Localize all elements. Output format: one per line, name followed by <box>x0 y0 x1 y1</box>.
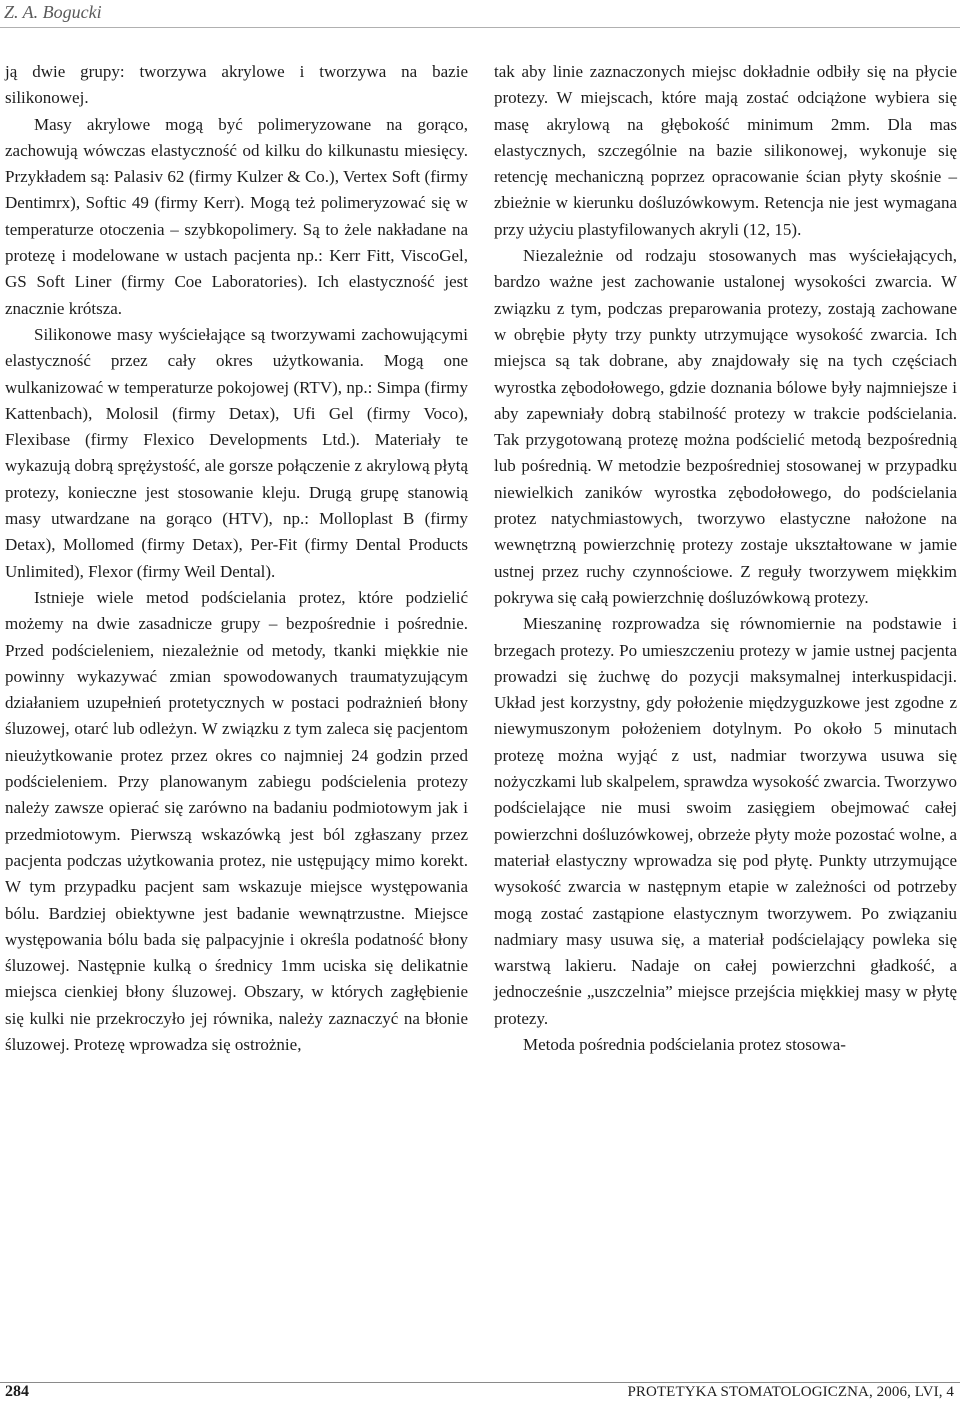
left-paragraph-1: ją dwie grupy: tworzywa akrylowe i tworzywa na bazie silikonowej. <box>5 62 468 108</box>
running-head-author: Z. A. Bogucki <box>4 2 102 22</box>
journal-reference: PROTETYKA STOMATOLOGICZNA, 2006, LVI, 4 <box>627 1384 954 1400</box>
right-paragraph-3: Mieszaninę rozprowadza się równomiernie na podstawie i brzegach protezy. Po umieszczeniu protezy w jamie ustnej pacjenta prowadzi się żuchwę do pozycji maksymalnej interkuspidacji. Układ jest korzystny, gdy położenie międzyguzkowe jest zgodne z niewymuszonym położeniem dotylnym. Po około 5 minutach protezę można wyjąć z ust, nadmiar tworzywa usuwa się nożyczkami lub skalpelem, sprawdza wysokość zwarcia. Tworzywo podścielające nie musi swoim zasięgiem obejmować całej powierzchni dośluzówkowej, obrzeże płyty może pozostać wolne, a materiał elastyczny wprowadza się pod płytę. Punkty utrzymujące wysokość zwarcia w następnym etapie w zależności od potrzeby mogą zostać zastąpione elastycznym tworzywem. Po związaniu nadmiary masy usuwa się, a materiał podścielający powleka się warstwą lakieru. Nadaje on całej powierzchni gładkość, a jednocześnie „uszczelnia” miejsce przejścia miękkiej masy w płytę protezy. <box>494 614 958 1028</box>
left-text-column <box>5 59 468 1058</box>
right-paragraph-2: Niezależnie od rodzaju stosowanych mas wyściełających, bardzo ważne jest zachowanie ustalonej wysokości zwarcia. W związku z tym, podczas preparowania protezy, zostają zachowane w obrębie płyty trzy punkty utrzymujące wysokość zwarcia. Ich miejsca są tak dobrane, aby znajdowały się na tych częściach wyrostka zębodołowego, gdzie doznania bólowe były najmniejsze i aby zapewniały dobrą stabilność protezy w trakcie podścielania. Tak przygotowaną protezę można podścielić metodą bezpośrednią lub pośrednią. W metodzie bezpośredniej stosowanej w przypadku niewielkich zaników wyrostka zębodołowego, do podścielania protez natychmiastowych, tworzywo elastyczne nałożone na wewnętrzną powierzchnię protezy zostaje ukształtowane w jamie ustnej przez ruchy czynnościowe. Z reguły tworzywem miękkim pokrywa się całą powierzchnię dośluzówkową protezy. <box>494 246 957 607</box>
left-paragraph-3: Silikonowe masy wyściełające są tworzywami zachowującymi elastyczność przez cały okres użytkowania. Mogą one wulkanizować w temperaturze pokojowej (RTV), np.: Simpa (firmy Kattenbach), Molosil (firmy Detax), Ufi Gel (firmy Voco), Flexibase (firmy Flexico Developments Ltd.). Materiały te wykazują dobrą sprężystość, ale gorsze połączenie z akrylową płytą protezy, konieczne jest stosowanie kleju. Drugą grupę stanowią masy utwardzane na gorąco (HTV), np.: Molloplast B (firmy Detax), Mollomed (firmy Detax), Per-Fit (firmy Dental Products Unlimited), Flexor (firmy Weil Dental). <box>5 324 468 581</box>
right-text-column <box>494 59 957 1058</box>
left-paragraph-4: Istnieje wiele metod podścielania protez, które podzielić możemy na dwie zasadnicze grupy – bezpośrednie i pośrednie. Przed podścieleniem, niezależnie od metody, tkanki miękkie nie powinny wykazywać zmian spowodowanych traumatyzującym działaniem uzupełnień protetycznych w postaci podrażnień błony śluzowej, otarć lub odleżyn. W związku z tym zaleca się pacjentom nieużytkowanie protez przez okres co najmniej 24 godzin przed podścieleniem. Przy planowanym zabiegu podścielenia protezy należy zawsze opierać się zarówno na badaniu podmiotowym jak i przedmiotowym. Pierwszą wskazówką jest ból zgłaszany przez pacjenta podczas użytkowania protez, nie ustępujący mimo korekt. W tym przypadku pacjent sam wskazuje miejsce występowania bólu. Bardziej obiektywne jest badanie wewnątrzustne. Miejsce występowania bólu bada się palpacyjnie i określa podatność błony śluzowej. Następnie kulką o średnicy 1mm uciska się delikatnie miejsca cienkiej błony śluzowej. Obszary, w których zagłębienie się kulki nie przekroczyło jej równika, należy zaznaczyć na błonie śluzowej. Protezę wprowadza się ostrożnie, <box>5 587 468 1054</box>
left-paragraph-2: Masy akrylowe mogą być polimeryzowane na gorąco, zachowują wówczas elastyczność od kilku do kilkunastu miesięcy. Przykładem są: Palasiv 62 (firmy Kulzer & Co.), Vertex Soft (firmy Dentimrx), Softic 49 (firmy Kerr). Mogą też polimeryzować się w temperaturze otoczenia – szybkopolimery. Są to żele nakładane na protezę i modelowane w ustach pacjenta np.: Kerr Fitt, ViscoGel, GS Soft Liner (firmy Coe Laboratories). Ich elastyczność jest znacznie krótsza. <box>5 114 468 318</box>
header-divider <box>0 27 960 28</box>
page-number: 284 <box>5 1383 29 1400</box>
right-paragraph-1: tak aby linie zaznaczonych miejsc dokładnie odbiły się na płycie protezy. W miejscach, które mają zostać odciążone wybiera się masę akrylową na głębokość minimum 2mm. Dla mas elastycznych, szczególnie na bazie silikonowej, wykonuje się retencję mechaniczną poprzez opracowanie ścian płyty skośnie – zbieżnie w kierunku dośluzówkowym. Retencja nie jest wymagana przy użyciu plastyfilowanych akryli (12, 15). <box>494 62 957 239</box>
right-paragraph-4: Metoda pośrednia podścielania protez stosowa- <box>523 1034 846 1054</box>
